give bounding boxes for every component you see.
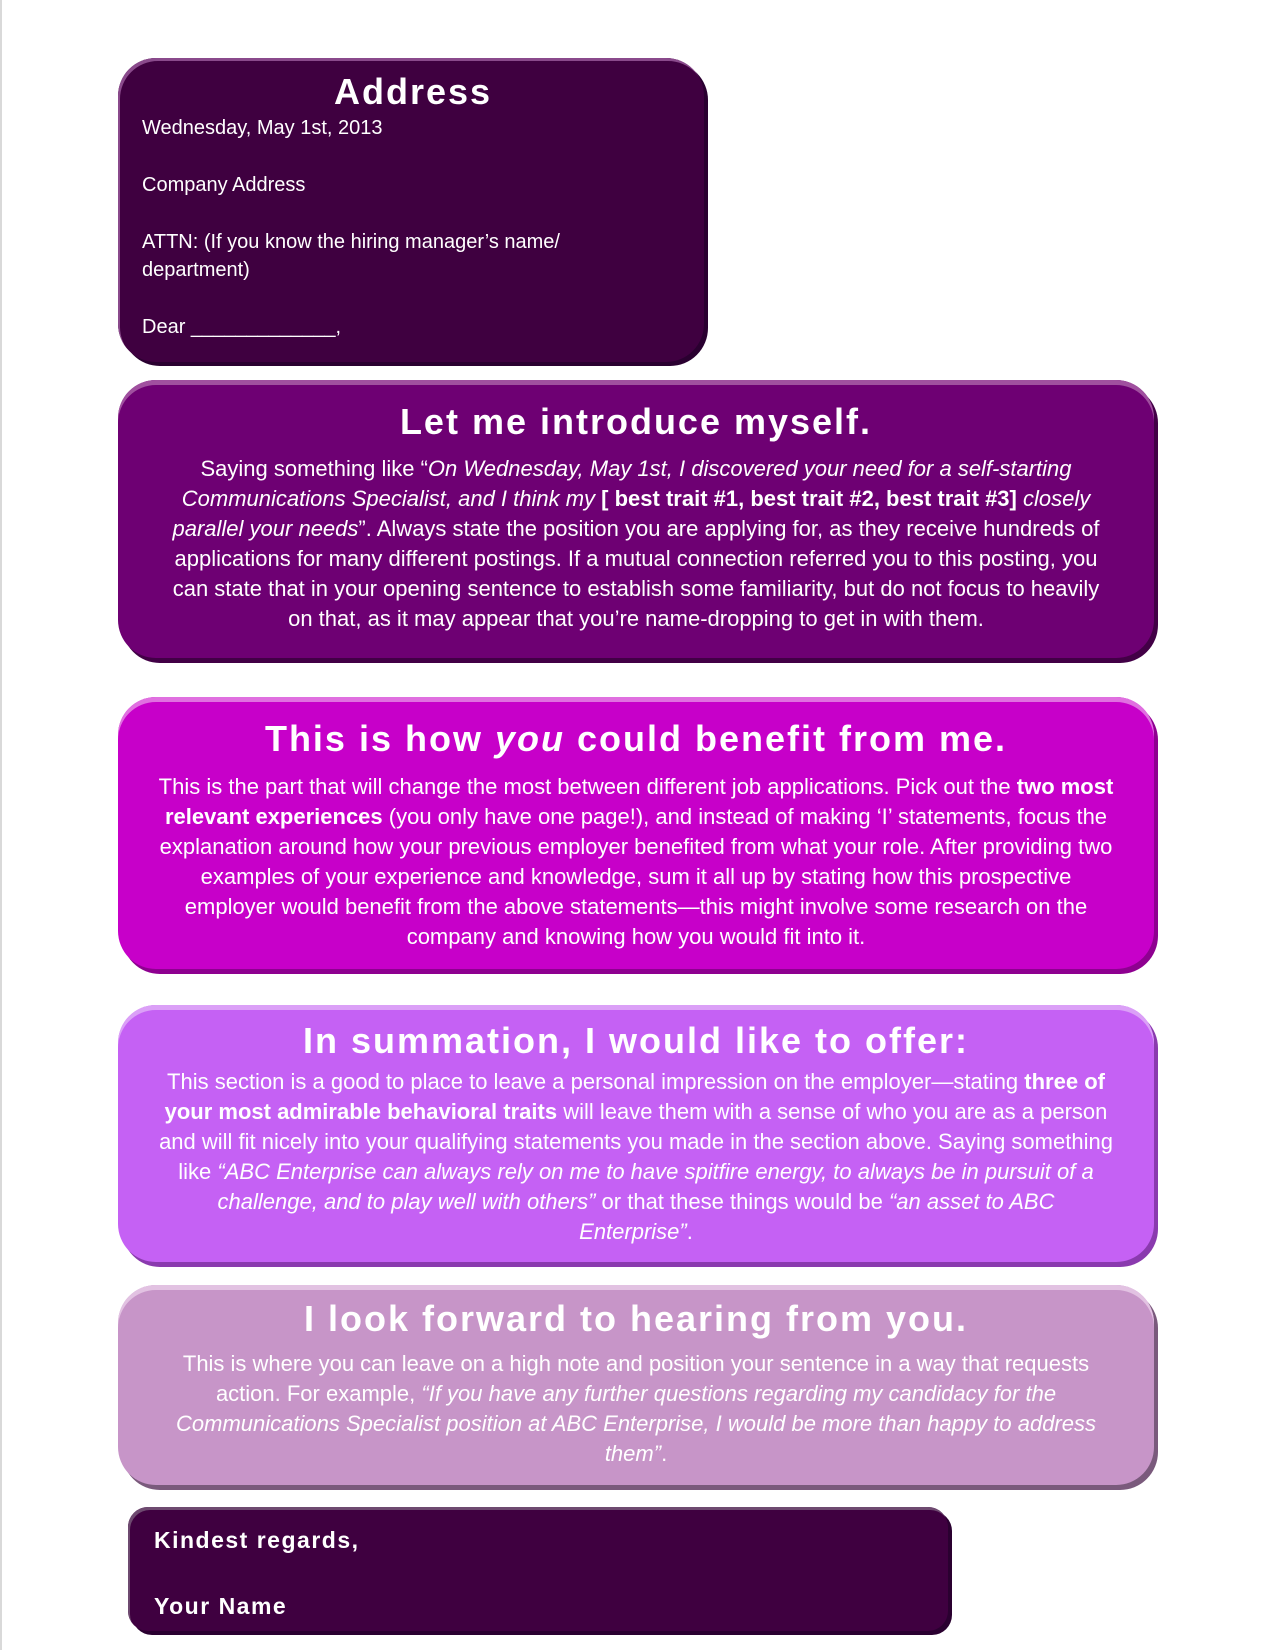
signature-name: Your Name xyxy=(154,1593,288,1619)
closing-body: This is where you can leave on a high note and position your sentence in a way that requests action. For example, “If you have any further questions regarding my candidacy for the Communications Specialist position at ABC Enterprise, I would be more than happy to address them”. xyxy=(176,1351,1096,1466)
closing-section xyxy=(118,1285,1154,1485)
closing-phrase: Kindest regards, xyxy=(154,1527,360,1553)
address-box xyxy=(118,58,704,362)
page-edge-rule xyxy=(0,0,2,1650)
closing-heading: I look forward to hearing from you. xyxy=(303,1298,969,1339)
benefit-heading: This is how you could benefit from me. xyxy=(264,718,1008,759)
company-address: Company Address xyxy=(142,174,306,196)
intro-body: Saying something like “On Wednesday, May 1st, I discovered your need for a self-starting Communications Specialist, and I think my [ best trait #1, best trait #2, best trait #3] closely parallel your needs”. Always state the position you are applying for, as they receive hundreds of applications for many different postings. If a mutual connection referred you to this posting, you can state that in your opening sentence to establish some familiarity, but do not focus to heavily on that, as it may appear that you’re name-dropping to get in with them. xyxy=(172,456,1100,631)
address-title: Address xyxy=(333,71,493,112)
attn-line: ATTN: (If you know the hiring manager’s name/ xyxy=(142,231,560,253)
summation-body: This section is a good to place to leave a personal impression on the employer—stating three of your most admirable behavioral traits will leave them with a sense of who you are as a person and will fit nicely into your qualifying statements you made in the section above. Saying something like “ABC Enterprise can always rely on me to have spitfire energy, to always be in pursuit of a challenge, and to play well with others” or that these things would be “an asset to ABC Enterprise”. xyxy=(159,1069,1113,1244)
letter-date: Wednesday, May 1st, 2013 xyxy=(142,117,383,139)
benefit-section xyxy=(118,697,1154,969)
signoff-box xyxy=(128,1507,948,1631)
intro-heading: Let me introduce myself. xyxy=(399,401,873,442)
benefit-body: This is the part that will change the most between different job applications. Pick out the two most relevant experiences (you only have one page!), and instead of making ‘I’ statements, focus the explanation around how your previous employer benefited from what your role. After providing two examples of your experience and knowledge, sum it all up by stating how this prospective employer would benefit from the above statements—this might involve some research on the company and knowing how you would fit into it. xyxy=(158,774,1114,949)
summation-heading: In summation, I would like to offer: xyxy=(302,1020,970,1061)
summation-section xyxy=(118,1005,1154,1262)
attn-line-cont: department) xyxy=(142,259,250,281)
salutation: Dear _____________, xyxy=(142,316,342,338)
intro-section xyxy=(118,380,1154,658)
